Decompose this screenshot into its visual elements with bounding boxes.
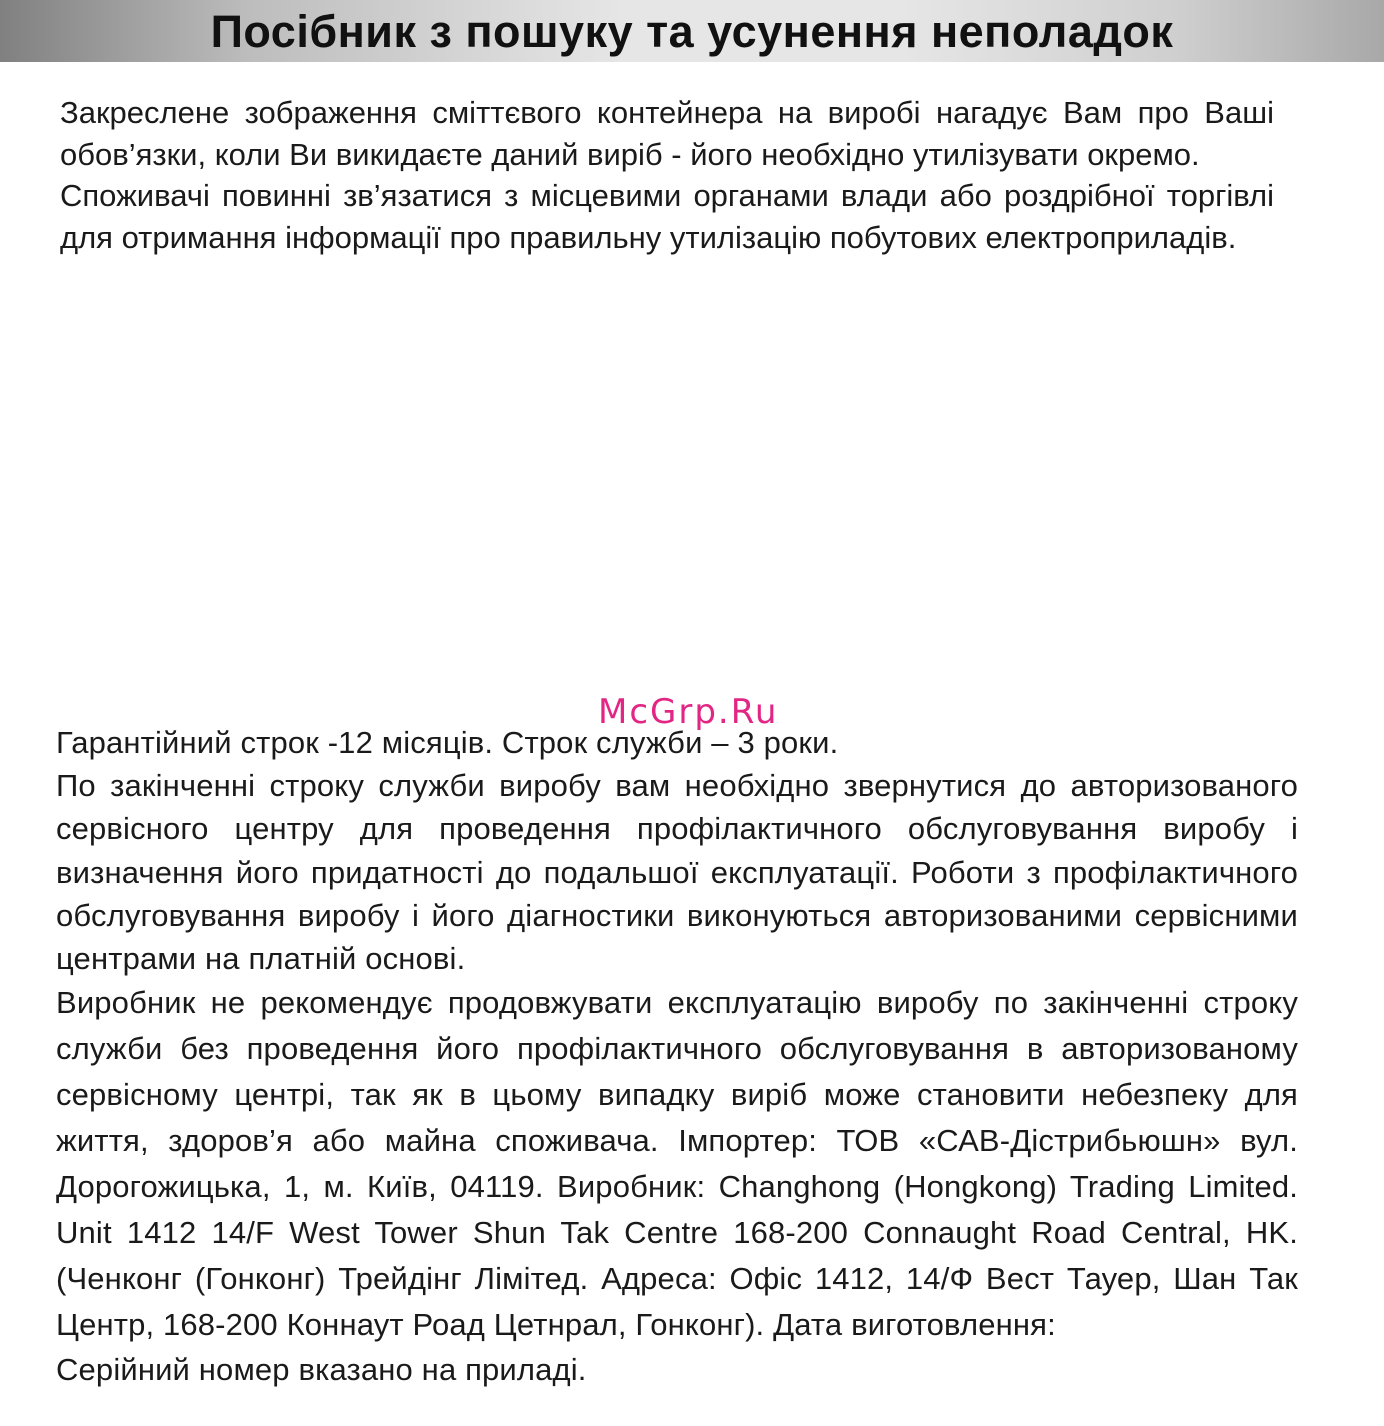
warranty-section <box>56 721 1298 1391</box>
disposal-paragraph-2: Споживачі повинні зв’язатися з місцевими органами влади або роздрібної торгівлі для отримання інформації про правильну утилізацію побутових електроприладів. <box>60 178 1274 255</box>
title-bar <box>0 0 1384 62</box>
watermark: McGrp.Ru <box>598 692 779 732</box>
warranty-term: Гарантійний строк -12 місяців. Строк служби – 3 роки. <box>56 725 839 760</box>
disposal-section <box>60 92 1274 258</box>
serial-note: Серійний номер вказано на приладі. <box>56 1352 587 1388</box>
disposal-paragraph-1: Закреслене зображення сміттєвого контейнера на виробі нагадує Вам про Ваші обов’язки, коли Ви викидаєте даний виріб - його необхідно утилізувати окремо. <box>60 95 1274 172</box>
manufacturer-paragraph: Виробник не рекомендує продовжувати експлуатацію виробу по закінченні строку служби без проведення його профілактичного обслуговування в авторизованому сервісному центрі, так як в цьому випадку виріб може становити небезпеку для життя, здоров’я або майна споживача. Імпортер: ТОВ «САВ-Дістрибьюшн» вул. Дорогожицька, 1, м. Київ, 04119. Виробник: Changhong (Hongkong) Trading Limited. Unit 1412 14/F West Tower Shun Tak Centre 168-200 Connaught Road Central, HK. (Ченконг (Гонконг) Трейдінг Лімітед. Адреса: Офіс 1412, 14/Ф Вест Тауер, Шан Так Центр, 168-200 Коннаут Роад Цетнрал, Гонконг). Дата виготовлення: <box>56 985 1298 1343</box>
service-paragraph: По закінченні строку служби виробу вам необхідно звернутися до авторизованого сервісного центру для проведення профілактичного обслуговування виробу і визначення його придатності до подальшої експлуатації. Роботи з профілактичного обслуговування виробу і його діагностики виконуються авторизованими сервісними центрами на платній основі. <box>56 768 1298 977</box>
page-title: Посібник з пошуку та усунення неполадок <box>210 6 1174 57</box>
